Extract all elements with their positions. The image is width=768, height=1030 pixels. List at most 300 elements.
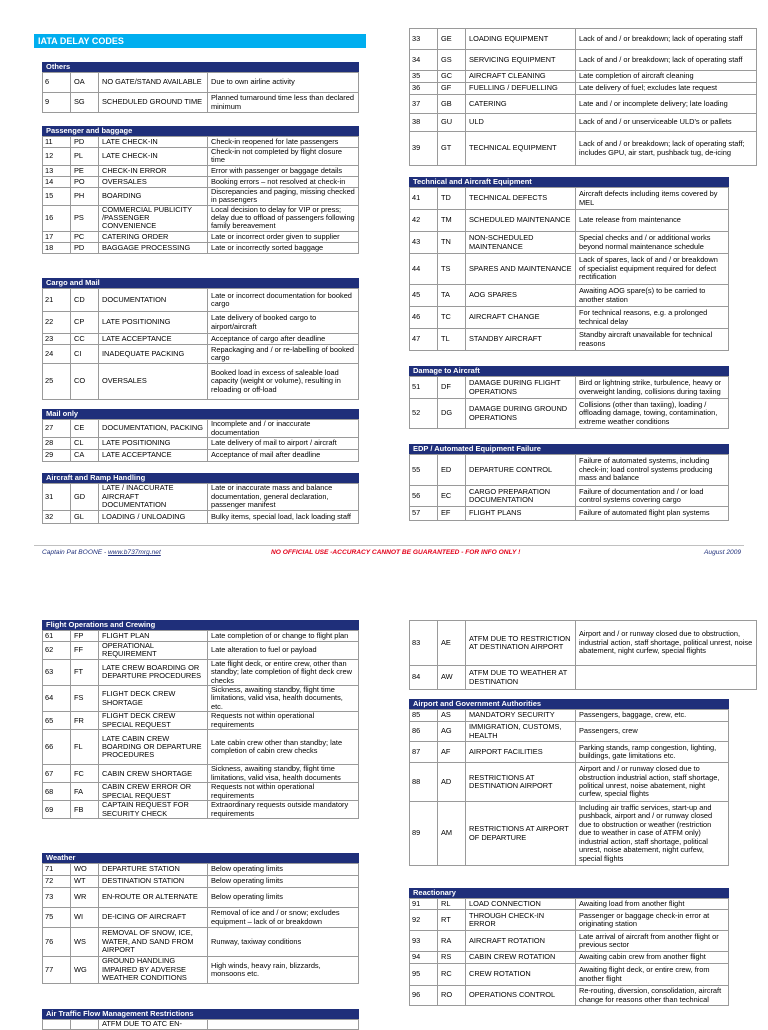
code-letters: FT	[71, 659, 99, 685]
code-number: 42	[410, 210, 438, 232]
code-letters: PO	[71, 176, 99, 187]
code-description: IMMIGRATION, CUSTOMS, HEALTH	[466, 722, 576, 742]
code-number	[43, 1020, 71, 1030]
section-others	[42, 62, 359, 113]
table-row	[43, 165, 359, 176]
code-number: 68	[43, 783, 71, 801]
code-description: DEPARTURE CONTROL	[466, 455, 576, 486]
code-explanation: Acceptance of mail after deadline	[208, 450, 359, 462]
code-letters: SG	[71, 93, 99, 113]
table-row	[43, 205, 359, 231]
code-number: 37	[410, 95, 438, 114]
section-header: Damage to Aircraft	[409, 366, 729, 376]
code-letters: CP	[71, 312, 99, 334]
table-row	[43, 783, 359, 801]
code-number: 64	[43, 686, 71, 712]
code-description: EN-ROUTE OR ALTERNATE	[99, 888, 208, 908]
table-row	[410, 621, 757, 666]
table-row	[43, 176, 359, 187]
section-damage-to-aircraft	[409, 366, 729, 429]
code-explanation: Requests not within operational requirements	[208, 712, 359, 730]
code-description: FUELLING / DEFUELLING	[466, 83, 576, 95]
code-letters: FP	[71, 631, 99, 642]
table-row	[43, 730, 359, 765]
code-description: AIRCRAFT ROTATION	[466, 931, 576, 952]
code-letters: RT	[438, 910, 466, 931]
code-number: 62	[43, 642, 71, 660]
code-description: LATE CHECK-IN	[99, 137, 208, 148]
code-description: DAMAGE DURING FLIGHT OPERATIONS	[466, 377, 576, 399]
code-explanation: Aircraft defects including items covered by MEL	[576, 188, 729, 210]
delay-code-table	[409, 709, 729, 866]
code-number: 33	[410, 29, 438, 50]
code-number: 57	[410, 507, 438, 521]
code-number: 75	[43, 908, 71, 928]
delay-code-table	[409, 454, 729, 521]
code-description: OVERSALES	[99, 364, 208, 400]
code-description: LATE POSITIONING	[99, 312, 208, 334]
code-explanation: Due to own airline activity	[208, 73, 359, 93]
code-letters: CA	[71, 450, 99, 462]
section-weather	[42, 853, 359, 984]
code-number: 45	[410, 285, 438, 307]
code-letters: RA	[438, 931, 466, 952]
code-letters: RS	[438, 952, 466, 964]
section-aircraft-ramp-handling-cont	[409, 28, 757, 166]
code-letters: FB	[71, 801, 99, 819]
section-air-traffic-flow-management	[42, 1009, 359, 1030]
code-number: 16	[43, 205, 71, 231]
delay-code-table	[42, 630, 359, 819]
table-row	[410, 507, 729, 521]
code-explanation: Awaiting load from another flight	[576, 899, 729, 910]
footer-divider	[34, 545, 744, 546]
code-letters: GL	[71, 511, 99, 524]
code-description: LATE ACCEPTANCE	[99, 334, 208, 345]
code-explanation: Lack of and / or breakdown; lack of operating staff; includes GPU, air start, pushback tug, de-icing	[576, 132, 757, 166]
code-description: DAMAGE DURING GROUND OPERATIONS	[466, 399, 576, 429]
table-row	[43, 484, 359, 511]
code-number: 77	[43, 957, 71, 984]
code-description: CATERING ORDER	[99, 231, 208, 242]
code-letters: TS	[438, 254, 466, 285]
code-number: 84	[410, 666, 438, 690]
code-explanation: Late and / or incomplete delivery; late loading	[576, 95, 757, 114]
code-number: 36	[410, 83, 438, 95]
code-explanation: Booking errors – not resolved at check-in	[208, 176, 359, 187]
code-letters: GF	[438, 83, 466, 95]
table-row	[43, 93, 359, 113]
code-explanation: Check-in not completed by flight closure time	[208, 148, 359, 166]
code-letters: AE	[438, 621, 466, 666]
code-letters: GB	[438, 95, 466, 114]
code-letters: TL	[438, 329, 466, 351]
code-explanation: Late or incorrect documentation for booked cargo	[208, 289, 359, 312]
table-row	[410, 114, 757, 132]
code-description: CATERING	[466, 95, 576, 114]
code-number: 44	[410, 254, 438, 285]
code-letters: PD	[71, 137, 99, 148]
code-description: LOADING EQUIPMENT	[466, 29, 576, 50]
table-row	[43, 928, 359, 957]
code-number: 93	[410, 931, 438, 952]
code-number: 23	[43, 334, 71, 345]
table-row	[43, 345, 359, 364]
code-explanation: Sickness, awaiting standby, flight time limitations, valid visa, health documents	[208, 765, 359, 783]
table-row	[410, 710, 729, 722]
code-number: 61	[43, 631, 71, 642]
code-number: 96	[410, 986, 438, 1006]
code-description: OVERSALES	[99, 176, 208, 187]
code-number: 46	[410, 307, 438, 329]
code-explanation: Passenger or baggage check-in error at originating station	[576, 910, 729, 931]
table-row	[43, 957, 359, 984]
section-airport-government-authorities	[409, 699, 729, 866]
code-letters: WS	[71, 928, 99, 957]
code-explanation: Passengers, baggage, crew, etc.	[576, 710, 729, 722]
table-row	[410, 232, 729, 254]
delay-code-table	[42, 72, 359, 113]
section-header: Cargo and Mail	[42, 278, 359, 288]
table-row	[410, 329, 729, 351]
code-explanation: Including air traffic services, start-up and pushback, airport and / or runway closed due to obstruction or weather (restriction due to weather in case of ATFM only) industrial action, staff shortage, political unrest, noise abatement, night curfew, special flights	[576, 802, 729, 866]
table-row	[43, 801, 359, 819]
code-explanation: Re-routing, diversion, consolidation, aircraft change for reasons other than technical	[576, 986, 729, 1006]
code-letters: AW	[438, 666, 466, 690]
table-row	[43, 420, 359, 438]
table-row	[410, 742, 729, 763]
code-number: 69	[43, 801, 71, 819]
code-number: 55	[410, 455, 438, 486]
delay-code-table	[409, 376, 729, 429]
code-description: TECHNICAL EQUIPMENT	[466, 132, 576, 166]
code-explanation: Below operating limits	[208, 864, 359, 876]
table-row	[43, 438, 359, 450]
table-row	[43, 876, 359, 888]
section-cargo-mail	[42, 278, 359, 400]
code-number: 13	[43, 165, 71, 176]
code-letters: ED	[438, 455, 466, 486]
code-description: INADEQUATE PACKING	[99, 345, 208, 364]
code-description: AIRPORT FACILITIES	[466, 742, 576, 763]
table-row	[410, 285, 729, 307]
code-letters: PC	[71, 231, 99, 242]
delay-code-table	[409, 28, 757, 166]
code-number: 28	[43, 438, 71, 450]
code-letters: PL	[71, 148, 99, 166]
code-description: LOADING / UNLOADING	[99, 511, 208, 524]
code-explanation: Bird or lightning strike, turbulence, heavy or overweight landing, collisions during taxiing	[576, 377, 729, 399]
code-description: NO GATE/STAND AVAILABLE	[99, 73, 208, 93]
code-explanation: Extraordinary requests outside mandatory requirements	[208, 801, 359, 819]
code-description: ATFM DUE TO WEATHER AT DESTINATION	[466, 666, 576, 690]
section-atfm-cont	[409, 620, 757, 690]
code-letters: FF	[71, 642, 99, 660]
code-explanation: Late or inaccurate mass and balance documentation, general declaration, passenger manifest	[208, 484, 359, 511]
section-technical-aircraft-equipment	[409, 177, 729, 351]
code-description: SERVICING EQUIPMENT	[466, 50, 576, 71]
code-number: 15	[43, 187, 71, 205]
code-number: 14	[43, 176, 71, 187]
table-row	[43, 864, 359, 876]
code-letters: AF	[438, 742, 466, 763]
code-explanation: Lack of spares, lack of and / or breakdown of specialist equipment required for defect rectification	[576, 254, 729, 285]
code-description: GROUND HANDLING IMPAIRED BY ADVERSE WEATHER CONDITIONS	[99, 957, 208, 984]
code-explanation: Below operating limits	[208, 876, 359, 888]
section-flight-operations-crewing	[42, 620, 359, 819]
code-letters: AG	[438, 722, 466, 742]
code-number: 85	[410, 710, 438, 722]
code-number: 56	[410, 486, 438, 507]
table-row	[410, 486, 729, 507]
code-number: 39	[410, 132, 438, 166]
code-letters: FR	[71, 712, 99, 730]
code-number: 47	[410, 329, 438, 351]
footer-date: August 2009	[704, 549, 742, 556]
code-description: LATE ACCEPTANCE	[99, 450, 208, 462]
table-row	[410, 307, 729, 329]
code-description: SCHEDULED GROUND TIME	[99, 93, 208, 113]
code-description: FLIGHT DECK CREW SHORTAGE	[99, 686, 208, 712]
code-number: 25	[43, 364, 71, 400]
code-letters: EC	[438, 486, 466, 507]
code-description: DESTINATION STATION	[99, 876, 208, 888]
code-number: 83	[410, 621, 438, 666]
code-number: 52	[410, 399, 438, 429]
code-explanation: Late or incorrect order given to supplier	[208, 231, 359, 242]
section-aircraft-ramp-handling	[42, 473, 359, 524]
code-explanation: Sickness, awaiting standby, flight time limitations, valid visa, health documents, etc.	[208, 686, 359, 712]
code-letters: GT	[438, 132, 466, 166]
table-row	[410, 95, 757, 114]
code-description: AIRCRAFT CLEANING	[466, 71, 576, 83]
code-description: CABIN CREW SHORTAGE	[99, 765, 208, 783]
section-header: Mail only	[42, 409, 359, 419]
section-header: Aircraft and Ramp Handling	[42, 473, 359, 483]
code-description: RESTRICTIONS AT AIRPORT OF DEPARTURE	[466, 802, 576, 866]
delay-code-table	[42, 419, 359, 462]
code-description: CAPTAIN REQUEST FOR SECURITY CHECK	[99, 801, 208, 819]
code-explanation: Late release from maintenance	[576, 210, 729, 232]
code-letters: CD	[71, 289, 99, 312]
code-letters: GS	[438, 50, 466, 71]
code-explanation: Removal of ice and / or snow; excludes equipment – lack of or breakdown	[208, 908, 359, 928]
code-letters: WG	[71, 957, 99, 984]
code-description: OPERATIONS CONTROL	[466, 986, 576, 1006]
table-row	[410, 71, 757, 83]
table-row	[43, 659, 359, 685]
code-description: ATFM DUE TO ATC EN-	[99, 1020, 208, 1030]
code-number: 43	[410, 232, 438, 254]
delay-code-table	[42, 863, 359, 984]
code-letters	[71, 1020, 99, 1030]
table-row	[43, 888, 359, 908]
code-number: 41	[410, 188, 438, 210]
section-header: Weather	[42, 853, 359, 863]
code-number: 76	[43, 928, 71, 957]
code-description: CREW ROTATION	[466, 964, 576, 986]
table-row	[43, 908, 359, 928]
code-explanation: Standby aircraft unavailable for technical reasons	[576, 329, 729, 351]
code-letters: GD	[71, 484, 99, 511]
code-explanation: Bulky items, special load, lack loading staff	[208, 511, 359, 524]
table-row	[410, 931, 729, 952]
code-description: LOAD CONNECTION	[466, 899, 576, 910]
code-number: 27	[43, 420, 71, 438]
table-row	[43, 450, 359, 462]
code-description: FLIGHT PLAN	[99, 631, 208, 642]
code-letters: CE	[71, 420, 99, 438]
code-number: 35	[410, 71, 438, 83]
delay-code-table	[409, 620, 757, 690]
table-row	[43, 242, 359, 253]
code-number: 94	[410, 952, 438, 964]
code-description: TECHNICAL DEFECTS	[466, 188, 576, 210]
code-explanation: Late or incorrectly sorted baggage	[208, 242, 359, 253]
footer-disclaimer: NO OFFICIAL USE -ACCURACY CANNOT BE GUARANTEED - FOR INFO ONLY !	[271, 549, 521, 556]
code-description: THROUGH CHECK-IN ERROR	[466, 910, 576, 931]
code-description: DE-ICING OF AIRCRAFT	[99, 908, 208, 928]
code-letters: PS	[71, 205, 99, 231]
table-row	[43, 631, 359, 642]
code-explanation: Awaiting flight deck, or entire crew, from another flight	[576, 964, 729, 986]
code-description: LATE CABIN CREW BOARDING OR DEPARTURE PROCEDURES	[99, 730, 208, 765]
code-letters: FS	[71, 686, 99, 712]
code-explanation: Airport and / or runway closed due to obstruction, industrial action, staff shortage, political unrest, noise abatement, night curfew, special flights	[576, 621, 757, 666]
table-row	[410, 132, 757, 166]
table-row	[410, 399, 729, 429]
code-description: ATFM DUE TO RESTRICTION AT DESTINATION AIRPORT	[466, 621, 576, 666]
code-explanation: Booked load in excess of saleable load capacity (weight or volume), resulting in reloading or off-load	[208, 364, 359, 400]
code-letters: RC	[438, 964, 466, 986]
code-description: FLIGHT PLANS	[466, 507, 576, 521]
table-row	[410, 952, 729, 964]
table-row	[410, 188, 729, 210]
code-explanation: Incomplete and / or inaccurate documentation	[208, 420, 359, 438]
code-number: 89	[410, 802, 438, 866]
code-explanation: Error with passenger or baggage details	[208, 165, 359, 176]
code-letters: PH	[71, 187, 99, 205]
table-row	[43, 686, 359, 712]
code-letters: TN	[438, 232, 466, 254]
code-explanation: Lack of and / or breakdown; lack of operating staff	[576, 50, 757, 71]
code-description: CARGO PREPARATION DOCUMENTATION	[466, 486, 576, 507]
code-description: CABIN CREW ROTATION	[466, 952, 576, 964]
code-description: NON-SCHEDULED MAINTENANCE	[466, 232, 576, 254]
code-description: STANDBY AIRCRAFT	[466, 329, 576, 351]
code-number: 22	[43, 312, 71, 334]
table-row	[410, 986, 729, 1006]
code-explanation: High winds, heavy rain, blizzards, monsoons etc.	[208, 957, 359, 984]
code-number: 11	[43, 137, 71, 148]
document-title: IATA DELAY CODES	[34, 34, 366, 48]
code-explanation: Special checks and / or additional works beyond normal maintenance schedule	[576, 232, 729, 254]
table-row	[43, 187, 359, 205]
code-letters: TA	[438, 285, 466, 307]
code-letters: WI	[71, 908, 99, 928]
section-reactionary	[409, 888, 729, 1006]
code-number: 95	[410, 964, 438, 986]
code-description: COMMERCIAL PUBLICITY /PASSENGER CONVENIENCE	[99, 205, 208, 231]
code-description: ULD	[466, 114, 576, 132]
section-header: Airport and Government Authorities	[409, 699, 729, 709]
code-description: LATE POSITIONING	[99, 438, 208, 450]
table-row	[410, 377, 729, 399]
table-row	[43, 642, 359, 660]
code-letters: OA	[71, 73, 99, 93]
table-row	[410, 666, 757, 690]
code-description: SCHEDULED MAINTENANCE	[466, 210, 576, 232]
code-letters: DF	[438, 377, 466, 399]
code-description: REMOVAL OF SNOW, ICE, WATER, AND SAND FROM AIRPORT	[99, 928, 208, 957]
section-header: Flight Operations and Crewing	[42, 620, 359, 630]
code-explanation: Local decision to delay for VIP or press; delay due to offload of passengers following family bereavement	[208, 205, 359, 231]
table-row	[410, 455, 729, 486]
code-number: 67	[43, 765, 71, 783]
code-explanation	[576, 666, 757, 690]
code-description: DEPARTURE STATION	[99, 864, 208, 876]
code-description: RESTRICTIONS AT DESTINATION AIRPORT	[466, 763, 576, 802]
code-description: LATE CHECK-IN	[99, 148, 208, 166]
table-row	[410, 29, 757, 50]
code-letters: CO	[71, 364, 99, 400]
code-explanation: Late flight deck, or entire crew, other than standby; late completion of flight deck crew checks	[208, 659, 359, 685]
code-number: 65	[43, 712, 71, 730]
table-row	[410, 910, 729, 931]
table-row	[410, 763, 729, 802]
code-explanation	[208, 1020, 359, 1030]
code-explanation: Failure of automated systems, including check-in; load control systems producing mass and balance	[576, 455, 729, 486]
delay-code-table	[409, 898, 729, 1006]
footer-website-link[interactable]: www.b737mrg.net	[108, 549, 161, 556]
code-description: BAGGAGE PROCESSING	[99, 242, 208, 253]
code-number: 9	[43, 93, 71, 113]
code-description: CHECK-IN ERROR	[99, 165, 208, 176]
code-explanation: Late arrival of aircraft from another flight or previous sector	[576, 931, 729, 952]
code-number: 32	[43, 511, 71, 524]
code-explanation: Awaiting AOG spare(s) to be carried to another station	[576, 285, 729, 307]
section-header: Reactionary	[409, 888, 729, 898]
code-description: OPERATIONAL REQUIREMENT	[99, 642, 208, 660]
table-row	[43, 289, 359, 312]
code-description: AOG SPARES	[466, 285, 576, 307]
table-row	[43, 73, 359, 93]
table-row	[410, 802, 729, 866]
delay-code-table	[409, 187, 729, 351]
delay-code-table	[42, 136, 359, 254]
code-letters: RL	[438, 899, 466, 910]
table-row	[43, 511, 359, 524]
code-letters: WO	[71, 864, 99, 876]
code-explanation: Passengers, crew	[576, 722, 729, 742]
code-number: 88	[410, 763, 438, 802]
code-explanation: Late delivery of mail to airport / aircraft	[208, 438, 359, 450]
code-letters: CI	[71, 345, 99, 364]
code-number: 24	[43, 345, 71, 364]
table-row	[410, 50, 757, 71]
table-row	[43, 712, 359, 730]
code-number: 18	[43, 242, 71, 253]
code-letters: FA	[71, 783, 99, 801]
code-letters: GE	[438, 29, 466, 50]
code-explanation: Collisions (other than taxiing), loading / offloading damage, towing, contamination, extreme weather conditions	[576, 399, 729, 429]
code-explanation: Late delivery of fuel; excludes late request	[576, 83, 757, 95]
code-number: 63	[43, 659, 71, 685]
code-letters: CL	[71, 438, 99, 450]
table-row	[43, 137, 359, 148]
code-letters: WR	[71, 888, 99, 908]
table-row	[43, 1020, 359, 1030]
